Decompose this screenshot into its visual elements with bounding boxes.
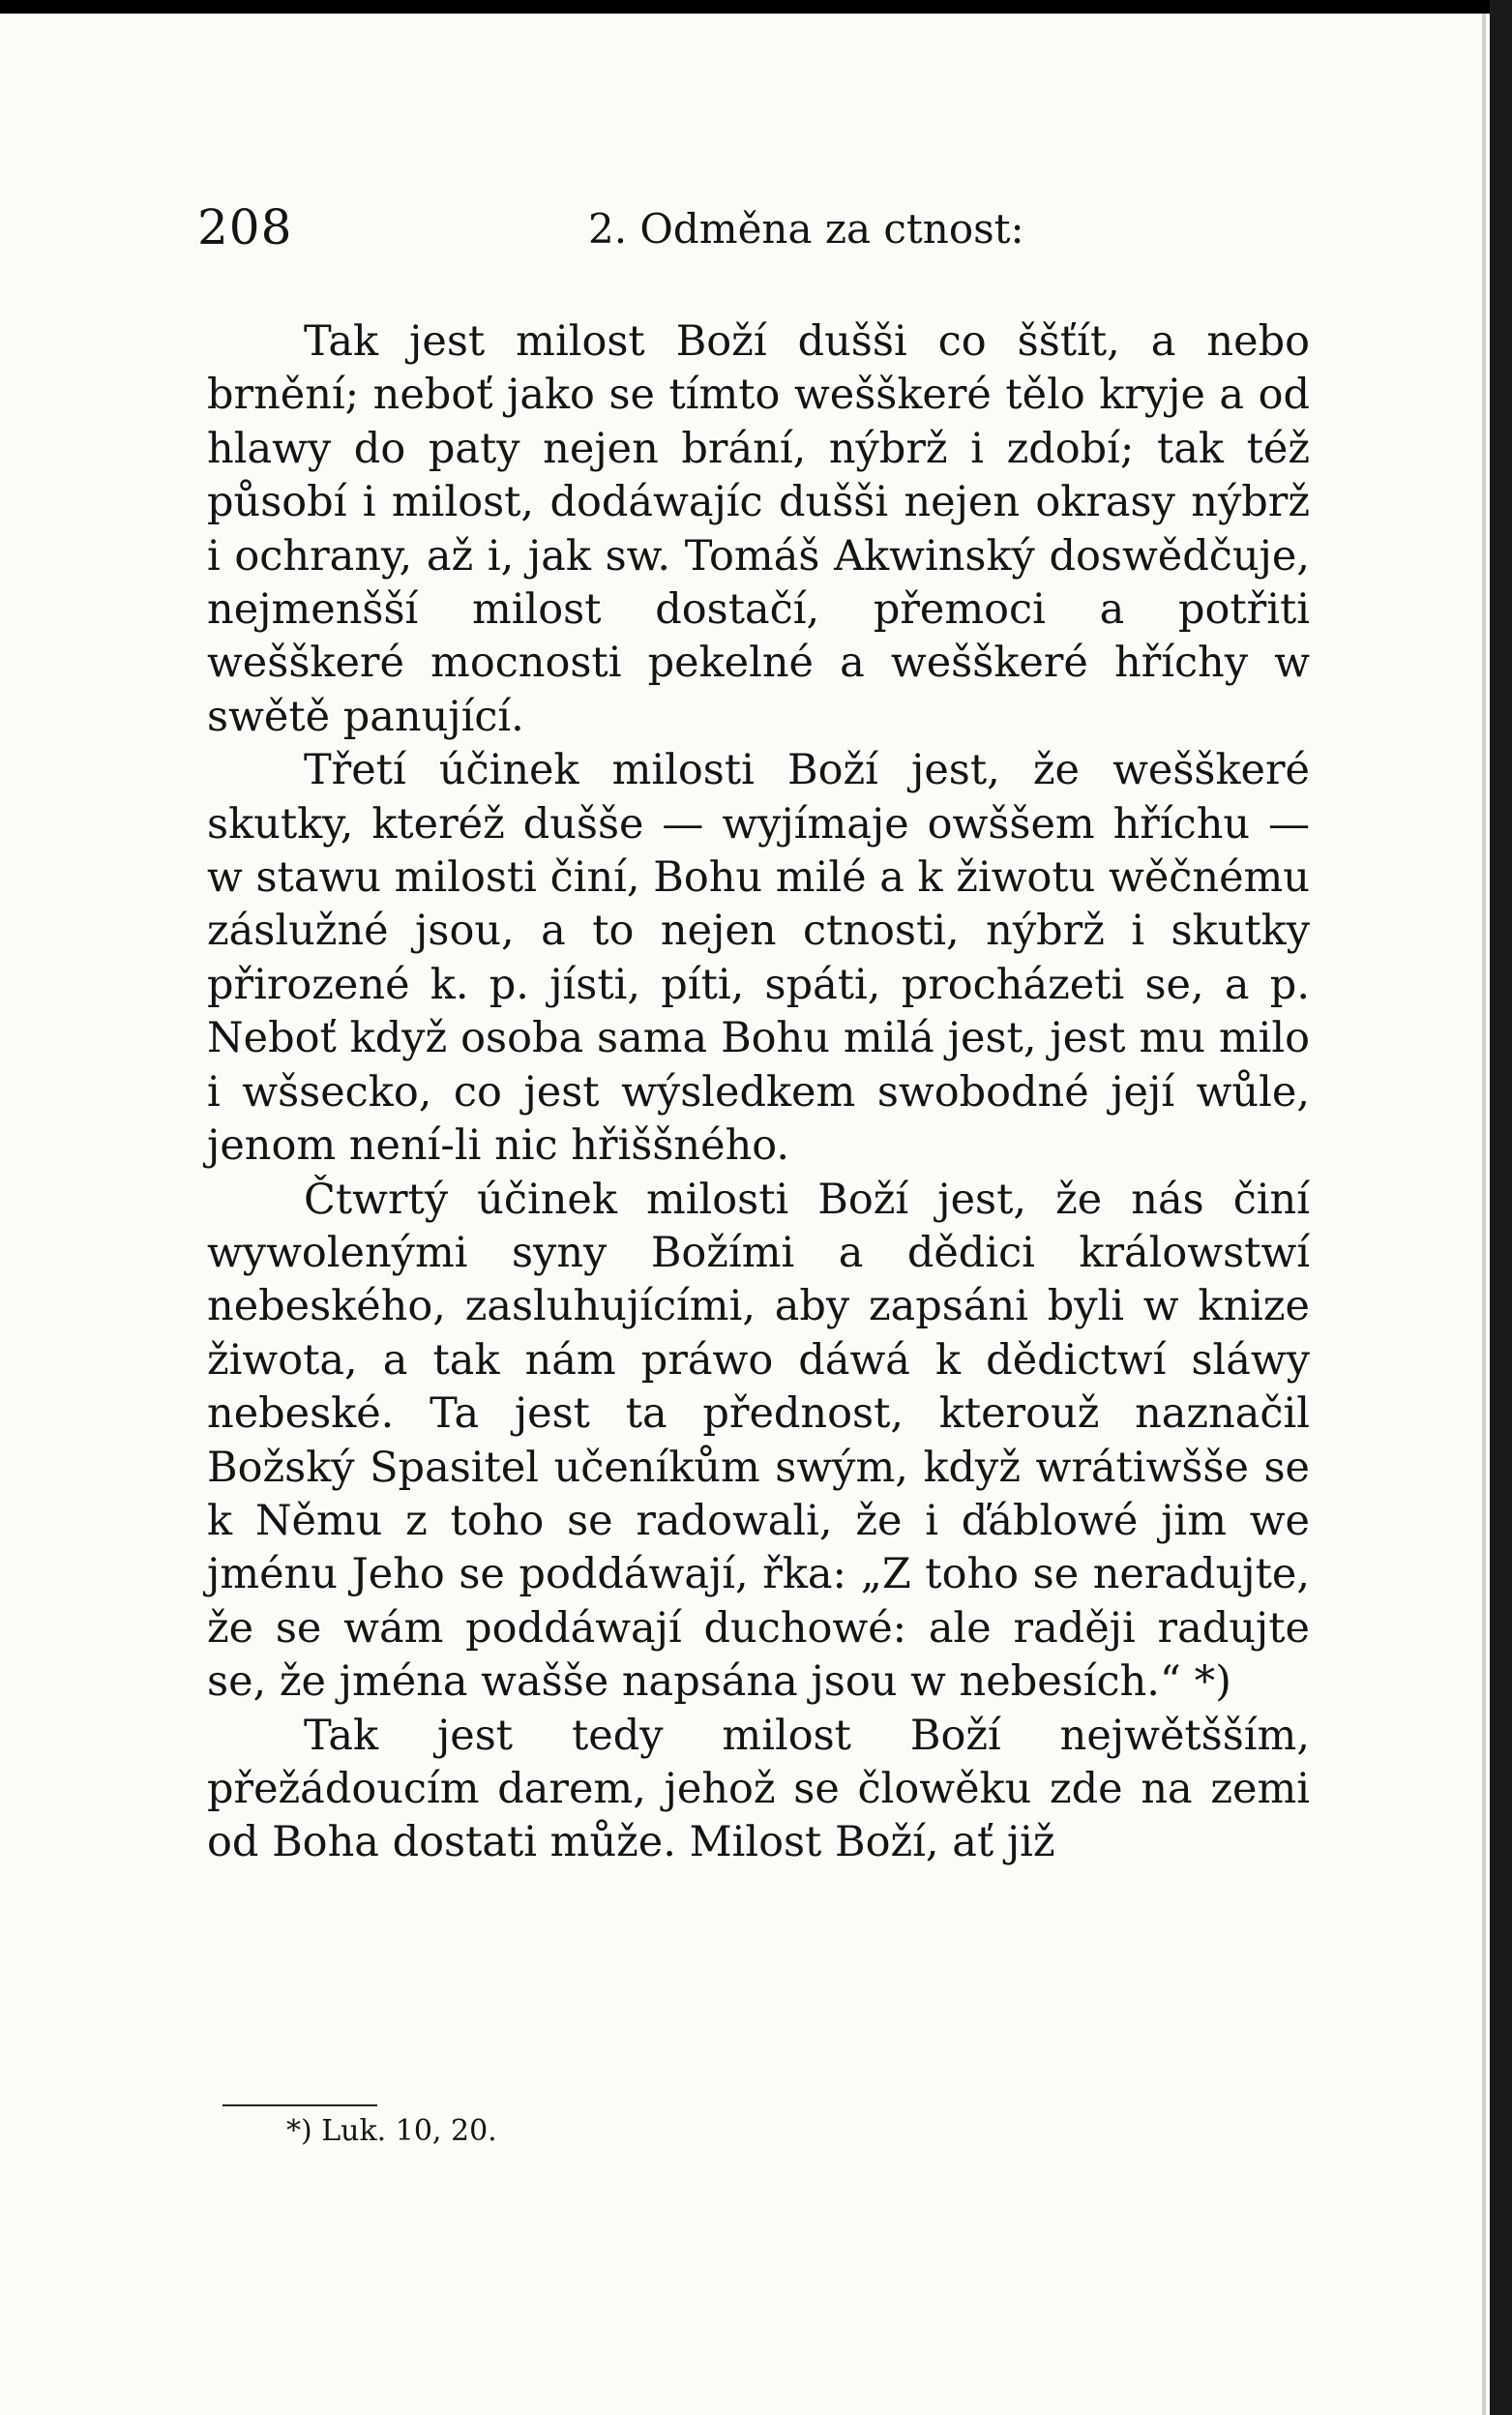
footnote: *) Luk. 10, 20. (286, 2114, 497, 2148)
page-header (197, 199, 1319, 267)
running-head: 2. Odměna za ctnost: (588, 205, 1024, 253)
book-page (0, 14, 1490, 2415)
page-number: 208 (197, 199, 293, 255)
scan-edge (1490, 0, 1512, 2415)
paragraph-3: Čtwrtý účinek milosti Boží jest, že nás činí wywolenými syny Božími a dědici králowstwí nebeského, zasluhujícími, aby zapsáni byli w knize žiwota, a tak nám práwo dáwá k dědictwí sláwy nebeské. Ta jest ta přednost, kterouž naznačil Božský Spasitel učeníkům swým, když wrátiwšše se k Němu z toho se radowali, že i ďáblowé jim we jménu Jeho se poddáwají, řka: „Z toho se neradujte, že se wám poddáwají duchowé: ale raději radujte se, že jména wašše napsána jsou w nebesích.“ *) (207, 1175, 1310, 1707)
page-edge-line (1482, 14, 1486, 2415)
paragraph-4: Tak jest tedy milost Boží nejwětšším, přežádoucím darem, jehož se člowěku zde na zemi od Boha dostati může. Milost Boží, ať již (207, 1711, 1310, 1867)
paragraph-2: Třetí účinek milosti Boží jest, že wešškeré skutky, kteréž dušše — wyjímaje owššem hříchu — w stawu milosti činí, Bohu milé a k žiwotu wěčnému záslužné jsou, a to nejen ctnosti, nýbrž i skutky přirozené k. p. jísti, píti, spáti, procházeti se, a p. Neboť když osoba sama Bohu milá jest, jest mu milo i wšsecko, co jest wýsledkem swobodné její wůle, jenom není-li nic hřiššného. (207, 746, 1310, 1171)
footnote-rule (222, 2104, 377, 2106)
body-text (207, 315, 1310, 1870)
paragraph-1: Tak jest milost Boží dušši co ššťít, a nebo brnění; neboť jako se tímto wešškeré tělo kryje a od hlawy do paty nejen brání, nýbrž i zdobí; tak též působí i milost, dodáwajíc dušši nejen okrasy nýbrž i ochrany, až i, jak sw. Tomáš Akwinský doswědčuje, nejmenšší milost dostačí, přemoci a potřiti wešškeré mocnosti pekelné a wešškeré hříchy w swětě panující. (207, 317, 1310, 741)
